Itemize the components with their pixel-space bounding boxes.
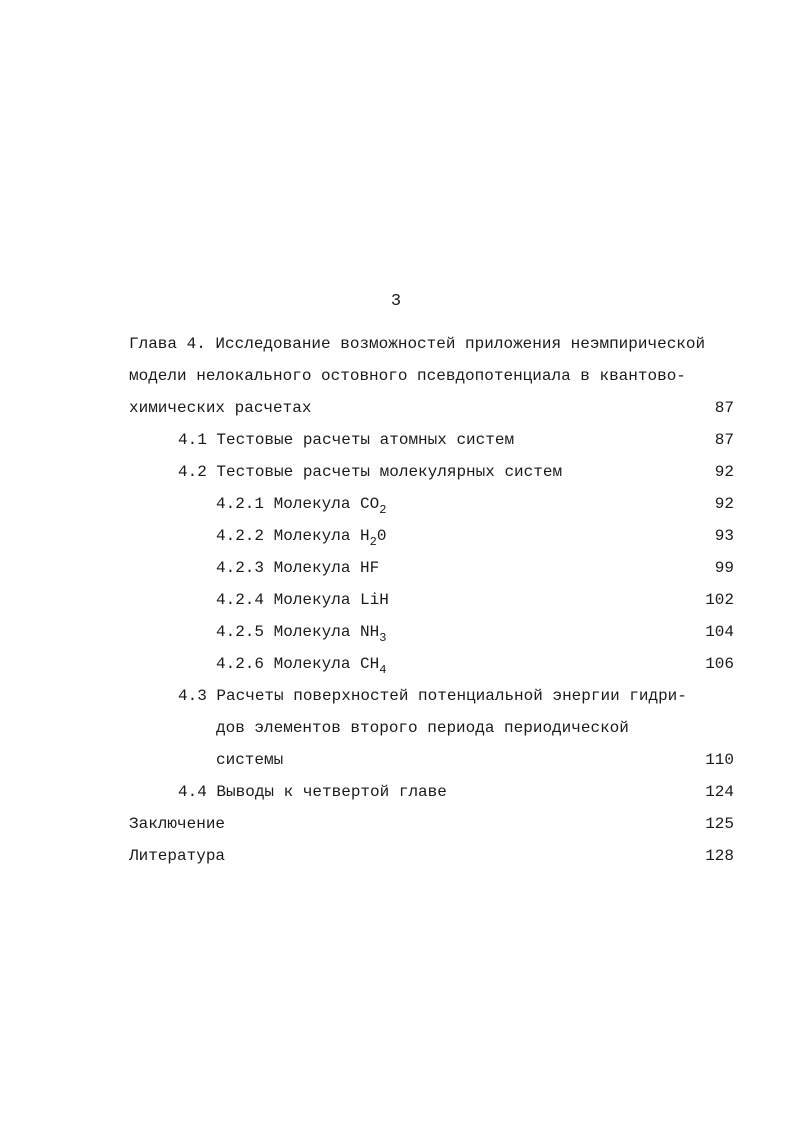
toc-entry-4-2-5 — [0, 616, 793, 648]
toc-entry-4-4-label: 4.4 Выводы к четвертой главе — [178, 783, 447, 801]
toc-entry-4-2-2-page: 93 — [714, 527, 734, 545]
toc-entry-4-3-line2 — [0, 712, 793, 744]
toc-entry-4-2-1-page: 92 — [714, 495, 734, 513]
toc-entry-4-2-6 — [0, 648, 793, 680]
toc-entry-4-3-line1 — [0, 680, 793, 712]
toc-conclusion-page: 125 — [705, 815, 734, 833]
toc-chapter4-line2 — [0, 360, 793, 392]
toc-entry-4-2-2-label — [216, 520, 386, 552]
toc-literature-page: 128 — [705, 847, 734, 865]
toc-entry-4-4-page: 124 — [705, 783, 734, 801]
toc-chapter4-page: 87 — [714, 399, 734, 417]
toc-chapter4-line1 — [0, 328, 793, 360]
toc-entry-4-2-1-label — [216, 488, 386, 520]
toc-entry-4-1-page: 87 — [714, 431, 734, 449]
toc-entry-4-2-2-tail: 0 — [376, 527, 387, 545]
toc-entry-4-2-1 — [0, 488, 793, 520]
toc-entry-4-2-4-page: 102 — [705, 591, 734, 609]
toc-entry-4-2-3-label: 4.2.3 Молекула НF — [216, 559, 380, 577]
toc-entry-4-2 — [0, 456, 793, 488]
toc-entry-4-2-3-page: 99 — [714, 559, 734, 577]
toc-entry-4-2-6-label — [216, 648, 386, 680]
toc-entry-4-2-1-text: 4.2.1 Молекула СО — [216, 495, 380, 513]
page-number: 3 — [390, 292, 403, 311]
toc-entry-4-3-title-part1: 4.3 Расчеты поверхностей потенциальной энергии гидри- — [178, 687, 687, 705]
toc-entry-4-2-5-label — [216, 616, 386, 648]
toc-entry-4-2-4-label: 4.2.4 Молекула LiН — [216, 591, 389, 609]
toc-entry-4-3-title-part2: дов элементов второго периода периодической — [216, 719, 629, 737]
toc-entry-4-4 — [0, 776, 793, 808]
toc-entry-4-2-page: 92 — [714, 463, 734, 481]
toc-entry-4-2-6-subscript: 4 — [379, 663, 387, 677]
toc-entry-4-3-title-part3: системы — [216, 751, 284, 769]
toc-entry-4-3-page: 110 — [705, 751, 734, 769]
toc-chapter4-title-part3: химических расчетах — [129, 399, 312, 417]
toc-entry-literature — [0, 840, 793, 872]
toc-entry-4-2-label: 4.2 Тестовые расчеты молекулярных систем — [178, 463, 563, 481]
toc-entry-4-2-5-subscript: 3 — [379, 631, 387, 645]
toc-entry-4-2-3 — [0, 552, 793, 584]
toc-entry-conclusion — [0, 808, 793, 840]
toc-entry-4-2-5-text: 4.2.5 Молекула NН — [216, 623, 380, 641]
toc-chapter4-title-part1: Глава 4. Исследование возможностей приложения неэмпирической — [129, 335, 706, 353]
toc-entry-4-1-label: 4.1 Тестовые расчеты атомных систем — [178, 431, 515, 449]
toc-entry-4-3-line3 — [0, 744, 793, 776]
toc-chapter4-line3 — [0, 392, 793, 424]
toc-entry-4-2-6-page: 106 — [705, 655, 734, 673]
toc-entry-4-2-2 — [0, 520, 793, 552]
toc-entry-4-2-6-text: 4.2.6 Молекула СН — [216, 655, 380, 673]
toc-chapter4-title-part2: модели нелокального остовного псевдопотенциала в квантово- — [129, 367, 686, 385]
toc-entry-4-2-2-subscript: 2 — [369, 535, 377, 549]
toc-entry-4-2-5-page: 104 — [705, 623, 734, 641]
toc-entry-4-2-2-text: 4.2.2 Молекула Н — [216, 527, 370, 545]
toc-literature-label: Литература — [129, 847, 226, 865]
toc-entry-4-1 — [0, 424, 793, 456]
toc-entry-4-2-4 — [0, 584, 793, 616]
toc-conclusion-label: Заключение — [129, 815, 226, 833]
toc-entry-4-2-1-subscript: 2 — [379, 503, 387, 517]
